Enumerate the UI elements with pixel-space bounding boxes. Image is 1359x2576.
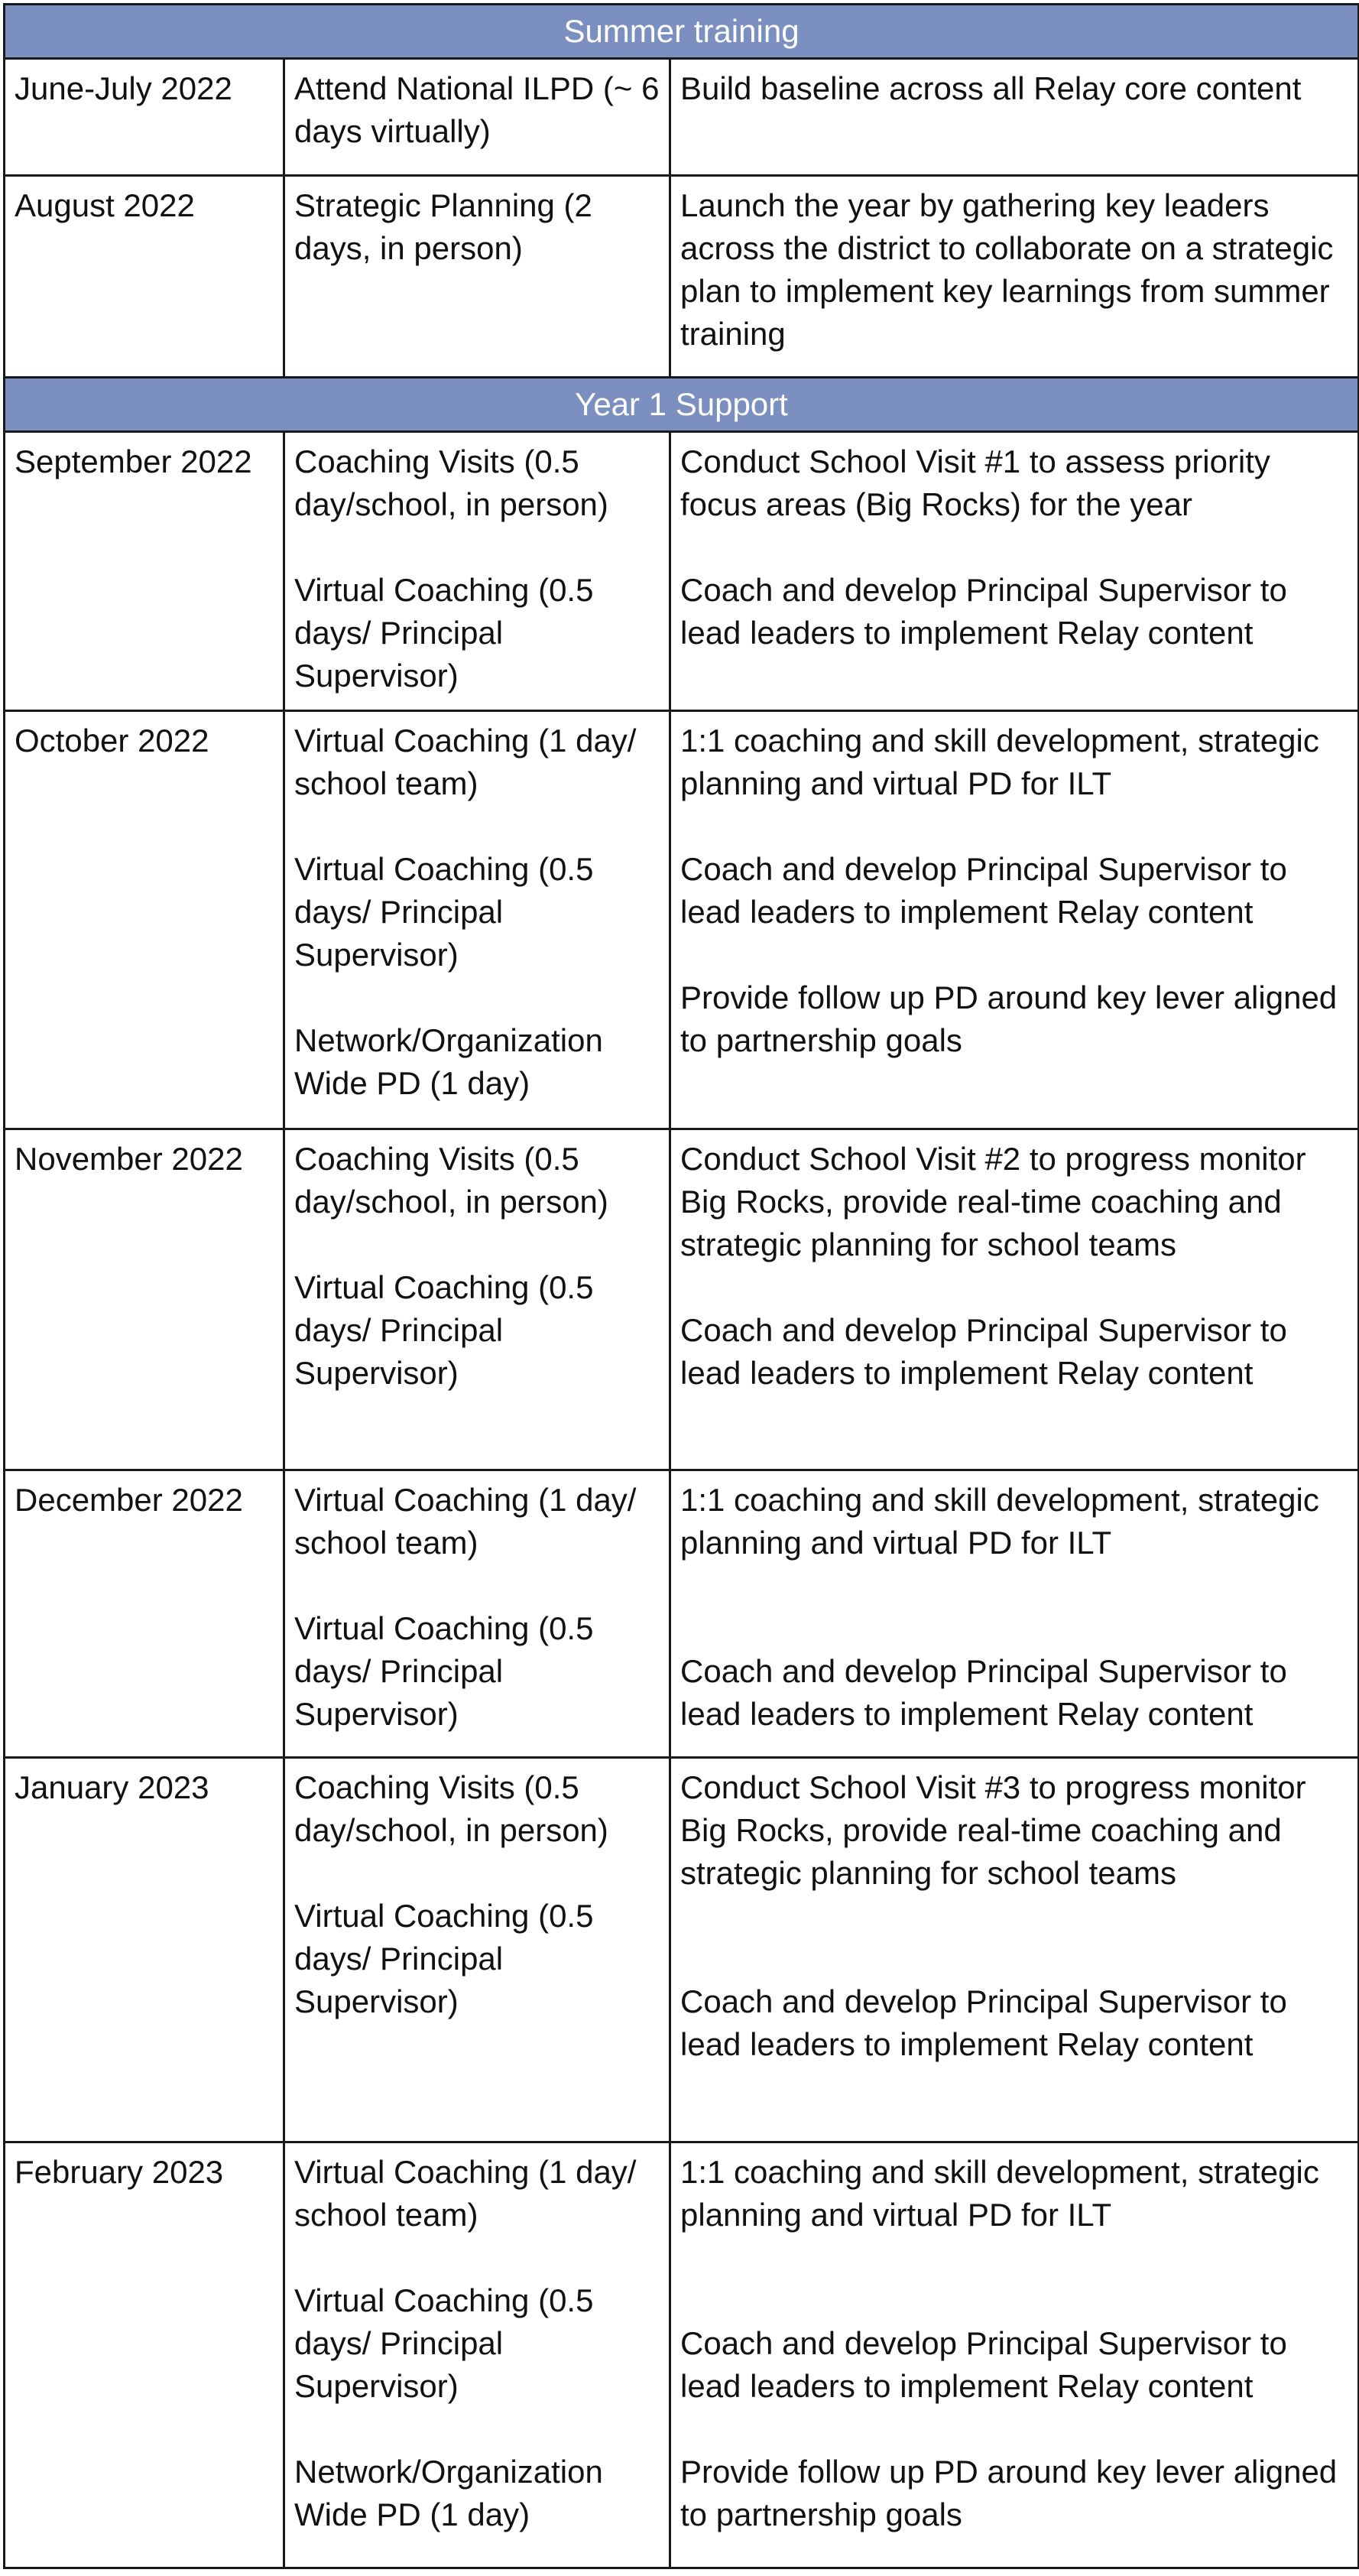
description-text: Provide follow up PD around key lever aligned to partnership goals <box>680 2454 1338 2532</box>
description-cell <box>670 59 1359 176</box>
description-text: Coach and develop Principal Supervisor to lead leaders to implement Relay content <box>680 1653 1287 1732</box>
spacer <box>680 526 1348 569</box>
description-text: Build baseline across all Relay core content <box>680 70 1302 106</box>
spacer <box>294 2408 660 2451</box>
activity-text: Virtual Coaching (0.5 days/ Principal Supervisor) <box>294 2282 594 2404</box>
activity-text: Virtual Coaching (1 day/ school team) <box>294 2154 637 2233</box>
month-cell: September 2022 <box>5 432 284 711</box>
activity-cell <box>284 432 670 711</box>
spacer <box>294 1223 660 1266</box>
spacer <box>294 1852 660 1895</box>
spacer <box>294 976 660 1019</box>
description-cell <box>670 2142 1359 2568</box>
activity-cell <box>284 176 670 378</box>
month-cell: June-July 2022 <box>5 59 284 176</box>
table-row <box>5 711 1359 1129</box>
section-title: Year 1 Support <box>5 378 1359 432</box>
activity-text: Virtual Coaching (0.5 days/ Principal Supervisor) <box>294 1898 594 2019</box>
spacer <box>294 1564 660 1607</box>
spacer <box>680 1564 1348 1650</box>
activity-text: Coaching Visits (0.5 day/school, in person) <box>294 1769 608 1848</box>
description-text: Conduct School Visit #2 to progress monitor Big Rocks, provide real-time coaching and strategic planning for school teams <box>680 1141 1306 1262</box>
description-cell <box>670 711 1359 1129</box>
activity-text: Virtual Coaching (0.5 days/ Principal Supervisor) <box>294 572 594 694</box>
spacer <box>680 2408 1348 2451</box>
activity-text: Virtual Coaching (0.5 days/ Principal Supervisor) <box>294 1610 594 1732</box>
activity-cell <box>284 1470 670 1758</box>
activity-text: Network/Organization Wide PD (1 day) <box>294 2454 603 2532</box>
description-text: Provide follow up PD around key lever aligned to partnership goals <box>680 979 1338 1058</box>
description-text: 1:1 coaching and skill development, strategic planning and virtual PD for ILT <box>680 723 1319 801</box>
month-cell: February 2023 <box>5 2142 284 2568</box>
description-text: Coach and develop Principal Supervisor to lead leaders to implement Relay content <box>680 572 1287 651</box>
description-text: Conduct School Visit #3 to progress monitor Big Rocks, provide real-time coaching and strategic planning for school teams <box>680 1769 1306 1891</box>
table-row <box>5 59 1359 176</box>
table-row <box>5 432 1359 711</box>
table-row <box>5 2142 1359 2568</box>
description-cell <box>670 1758 1359 2142</box>
month-cell: November 2022 <box>5 1129 284 1470</box>
section-header-summer-training <box>5 5 1359 59</box>
table-row <box>5 1758 1359 2142</box>
activity-text: Virtual Coaching (1 day/ school team) <box>294 723 637 801</box>
description-cell <box>670 1470 1359 1758</box>
activity-cell <box>284 711 670 1129</box>
month-cell: October 2022 <box>5 711 284 1129</box>
activity-text: Strategic Planning (2 days, in person) <box>294 187 592 266</box>
activity-text: Virtual Coaching (0.5 days/ Principal Supervisor) <box>294 1269 594 1391</box>
description-text: Coach and develop Principal Supervisor to lead leaders to implement Relay content <box>680 2325 1287 2404</box>
month-cell: August 2022 <box>5 176 284 378</box>
description-text: 1:1 coaching and skill development, strategic planning and virtual PD for ILT <box>680 2154 1319 2233</box>
schedule-table <box>3 3 1359 2569</box>
spacer <box>294 526 660 569</box>
spacer <box>680 1266 1348 1309</box>
description-text: Launch the year by gathering key leaders across the district to collaborate on a strategic plan to implement key learnings from summer training <box>680 187 1334 352</box>
description-text: Conduct School Visit #1 to assess priority focus areas (Big Rocks) for the year <box>680 443 1270 522</box>
section-title: Summer training <box>5 5 1359 59</box>
description-text: Coach and develop Principal Supervisor to lead leaders to implement Relay content <box>680 1312 1287 1391</box>
description-text: 1:1 coaching and skill development, strategic planning and virtual PD for ILT <box>680 1482 1319 1561</box>
activity-cell <box>284 2142 670 2568</box>
table-row <box>5 1470 1359 1758</box>
activity-cell <box>284 59 670 176</box>
spacer <box>680 805 1348 848</box>
activity-text: Network/Organization Wide PD (1 day) <box>294 1022 603 1101</box>
description-text: Coach and develop Principal Supervisor to lead leaders to implement Relay content <box>680 851 1287 930</box>
spacer <box>680 2237 1348 2322</box>
description-text: Coach and develop Principal Supervisor to lead leaders to implement Relay content <box>680 1983 1287 2062</box>
activity-cell <box>284 1758 670 2142</box>
activity-text: Coaching Visits (0.5 day/school, in person) <box>294 443 608 522</box>
spacer <box>680 934 1348 976</box>
activity-text: Coaching Visits (0.5 day/school, in person) <box>294 1141 608 1220</box>
activity-cell <box>284 1129 670 1470</box>
section-header-year-1-support <box>5 378 1359 432</box>
table-row <box>5 1129 1359 1470</box>
spacer <box>294 2237 660 2279</box>
spacer <box>680 1895 1348 1980</box>
month-cell: January 2023 <box>5 1758 284 2142</box>
description-cell <box>670 432 1359 711</box>
month-cell: December 2022 <box>5 1470 284 1758</box>
spacer <box>294 805 660 848</box>
table-row <box>5 176 1359 378</box>
activity-text: Virtual Coaching (1 day/ school team) <box>294 1482 637 1561</box>
description-cell <box>670 176 1359 378</box>
description-cell <box>670 1129 1359 1470</box>
training-schedule-document <box>3 3 1357 2569</box>
activity-text: Virtual Coaching (0.5 days/ Principal Supervisor) <box>294 851 594 973</box>
activity-text: Attend National ILPD (~ 6 days virtually) <box>294 70 660 149</box>
